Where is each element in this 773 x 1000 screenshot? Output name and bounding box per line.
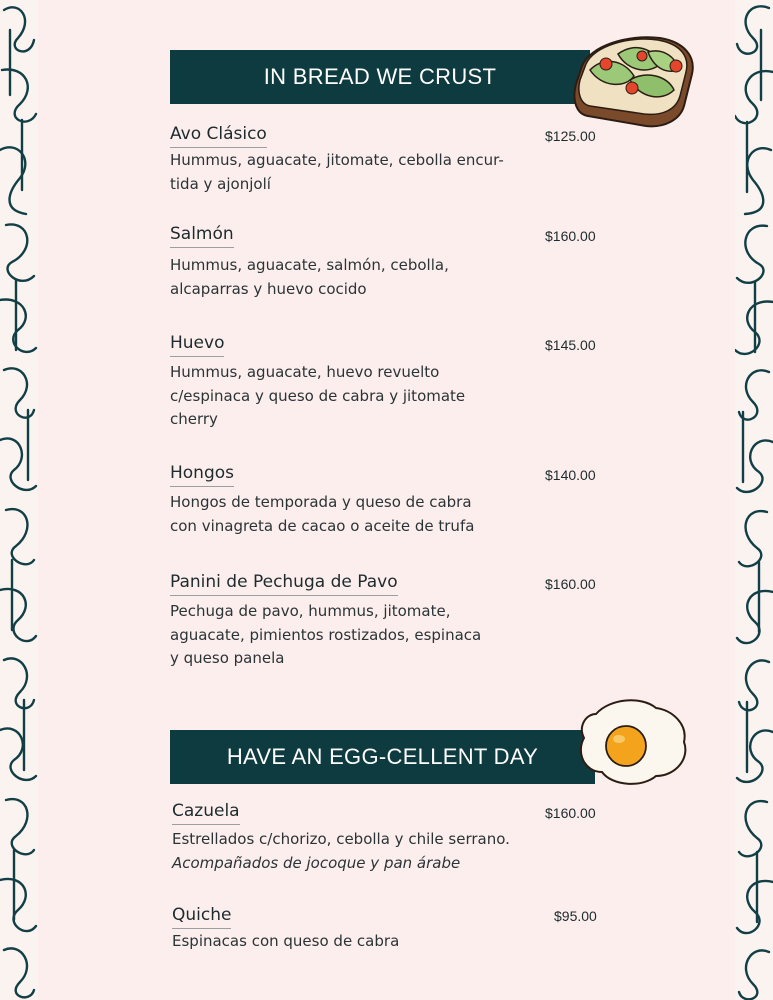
menu-item-description: Hummus, aguacate, huevo revuelto c/espinaca y queso de cabra y jitomate cherry	[170, 363, 466, 428]
menu-item-description: Hummus, aguacate, salmón, cebolla, alcaparras y huevo cocido	[170, 256, 449, 298]
fried-egg-icon	[576, 696, 692, 793]
menu-item-price: $145.00	[545, 337, 596, 353]
avocado-toast-icon	[568, 30, 704, 139]
menu-item-name: Hongos	[170, 463, 234, 487]
menu-item-price: $125.00	[545, 128, 596, 144]
right-pattern-border	[735, 0, 773, 1000]
menu-item-price: $140.00	[545, 467, 596, 483]
menu-item-price: $95.00	[554, 908, 597, 924]
menu-item-name: Quiche	[172, 905, 231, 929]
section-title: IN BREAD WE CRUST	[263, 64, 497, 89]
menu-item-price: $160.00	[545, 576, 596, 592]
left-pattern-border	[0, 0, 38, 1000]
menu-item-name: Panini de Pechuga de Pavo	[170, 572, 398, 596]
menu-item-description: Espinacas con queso de cabra	[172, 932, 400, 950]
menu-item-name: Cazuela	[172, 801, 240, 825]
section-banner-bread	[170, 50, 590, 104]
section-title: HAVE AN EGG-CELLENT DAY	[226, 744, 539, 769]
section-banner-egg	[170, 730, 595, 784]
menu-item-price: $160.00	[545, 805, 596, 821]
description-text: Estrellados c/chorizo, cebolla y chile serrano.	[172, 830, 510, 848]
menu-item-name: Avo Clásico	[170, 124, 267, 148]
menu-item-description	[172, 828, 532, 875]
menu-item-name: Huevo	[170, 333, 224, 357]
menu-item-price: $160.00	[545, 228, 596, 244]
description-italic-text: Acompañados de jocoque y pan árabe	[172, 853, 461, 872]
menu-item-description: Pechuga de pavo, hummus, jitomate, aguacate, pimientos rostizados, espinaca y queso panela	[170, 602, 482, 667]
menu-item-description: Hummus, aguacate, jitomate, cebolla encur- tida y ajonjolí	[170, 151, 504, 193]
menu-item-description: Hongos de temporada y queso de cabra con vinagreta de cacao o aceite de trufa	[170, 493, 475, 535]
menu-item-name: Salmón	[170, 224, 234, 248]
